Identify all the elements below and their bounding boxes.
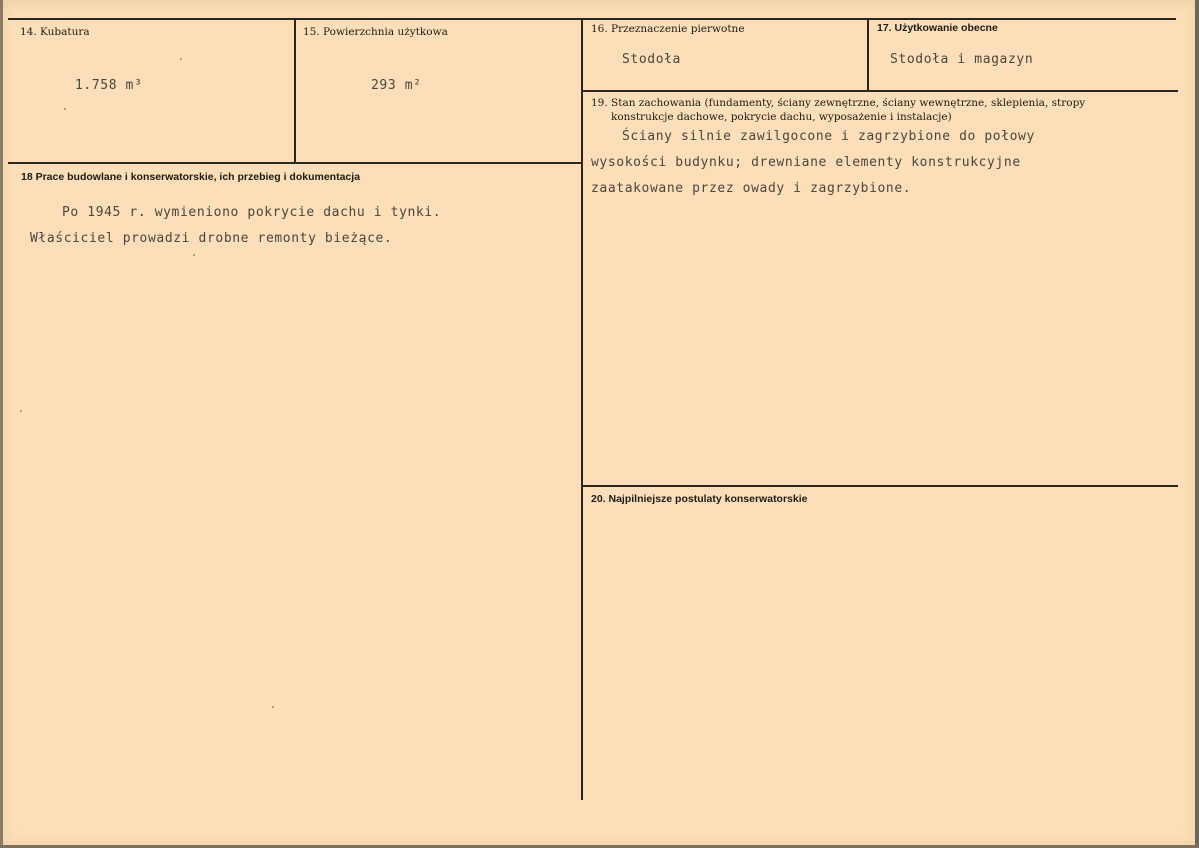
rule-right-mid — [583, 485, 1178, 487]
rule-right-top — [583, 90, 1178, 92]
paper-speck — [20, 410, 22, 412]
field-18-line-2: Właściciel prowadzi drobne remonty bieżące. — [30, 231, 393, 246]
divider-14-15 — [294, 18, 296, 162]
divider-center — [581, 18, 583, 800]
field-17-value: Stodoła i magazyn — [890, 52, 1034, 67]
field-16-value: Stodoła — [622, 52, 681, 67]
field-14-value: 1.758 m³ — [75, 78, 143, 93]
field-19-label-line-2: konstrukcje dachowe, pokrycie dachu, wyposażenie i instalacje) — [611, 111, 952, 123]
divider-16-17 — [867, 18, 869, 90]
card-edge-left — [0, 0, 3, 848]
paper-speck — [193, 254, 195, 256]
card-edge-right — [1195, 0, 1199, 848]
rule-left-mid — [8, 162, 582, 164]
field-19-line-2: wysokości budynku; drewniane elementy konstrukcyjne — [591, 155, 1021, 170]
field-18-line-1: Po 1945 r. wymieniono pokrycie dachu i tynki. — [62, 205, 442, 220]
field-14-label: 14. Kubatura — [20, 26, 90, 38]
field-18-label: 18 Prace budowlane i konserwatorskie, ich przebieg i dokumentacja — [21, 171, 361, 183]
paper-speck — [272, 706, 274, 708]
field-16-label: 16. Przeznaczenie pierwotne — [591, 23, 745, 35]
paper-speck — [64, 108, 66, 110]
field-15-label: 15. Powierzchnia użytkowa — [303, 26, 448, 38]
paper-speck — [180, 58, 182, 60]
field-15-value: 293 m² — [371, 78, 422, 93]
field-19-line-3: zaatakowane przez owady i zagrzybione. — [591, 181, 912, 196]
field-17-label: 17. Użytkowanie obecne — [877, 22, 998, 34]
field-19-label-line-1: 19. Stan zachowania (fundamenty, ściany zewnętrzne, ściany wewnętrzne, sklepienia, stropy — [591, 97, 1086, 109]
top-rule — [8, 18, 1176, 20]
field-20-label: 20. Najpilniejsze postulaty konserwatorskie — [591, 493, 808, 505]
field-19-line-1: Ściany silnie zawilgocone i zagrzybione do połowy — [622, 129, 1035, 144]
